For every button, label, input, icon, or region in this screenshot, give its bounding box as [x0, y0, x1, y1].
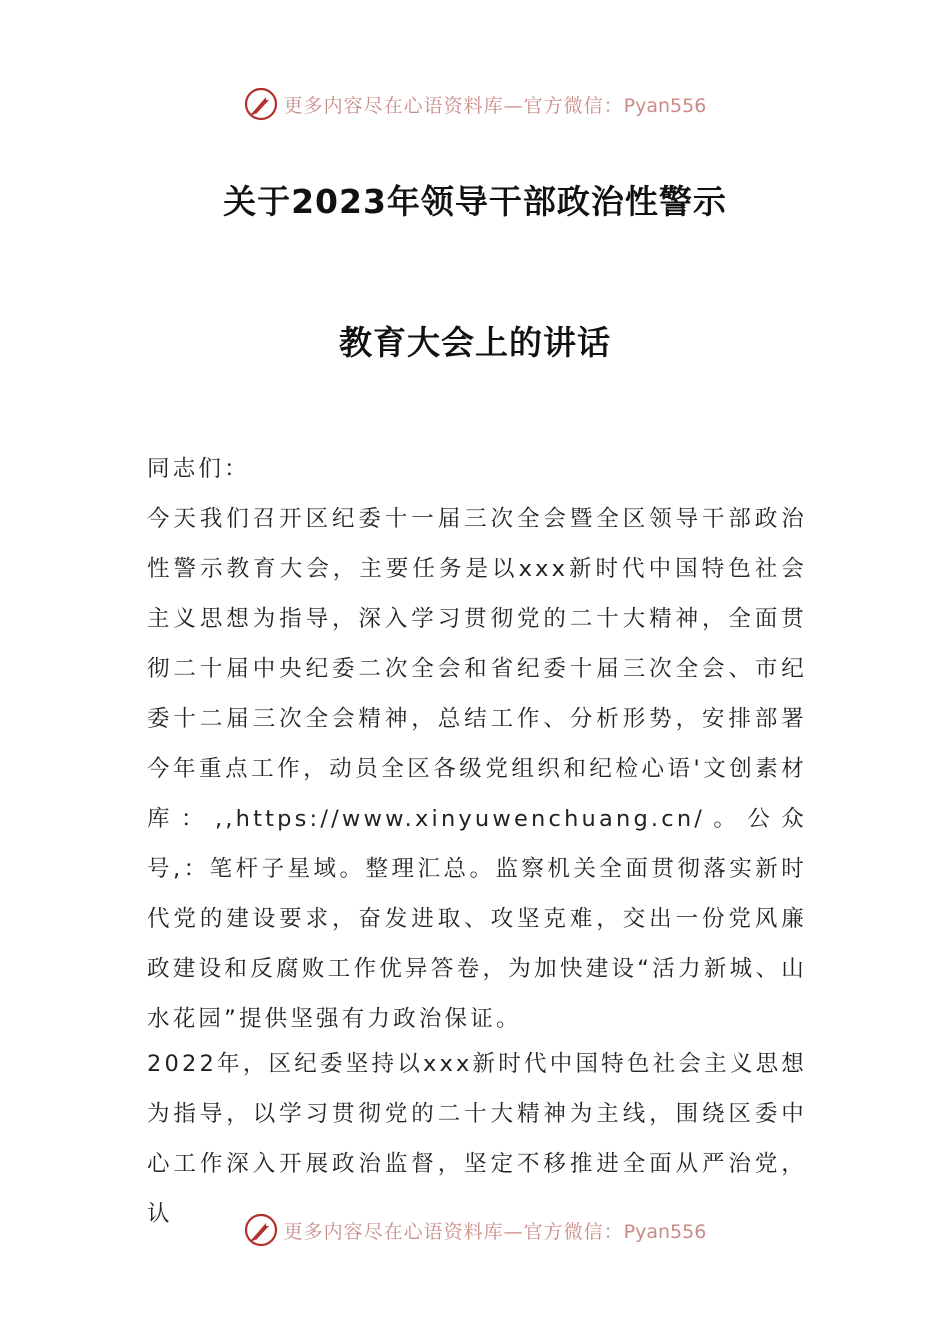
watermark-wechat-id: Pyan556	[623, 94, 707, 117]
watermark-footer	[0, 1210, 950, 1250]
watermark-header	[0, 84, 950, 124]
document-title-line-2: 教育大会上的讲话	[339, 323, 611, 362]
watermark-wechat-id: Pyan556	[623, 1220, 707, 1243]
document-title-line-1: 关于2023年领导干部政治性警示	[223, 182, 727, 221]
watermark-text: 更多内容尽在心语资料库—官方微信：	[283, 94, 624, 117]
paragraph-1: 今天我们召开区纪委十一届三次全会暨全区领导干部政治性警示教育大会，主要任务是以xxx新时代中国特色社会主义思想为指导，深入学习贯彻党的二十大精神，全面贯彻二十届中央纪委二次全会和省纪委十届三次全会、市纪委十二届三次全会精神，总结工作、分析形势，安排部署今年重点工作，动员全区各级党组织和纪检心语'文创素材库：,,https://www.xinyuwenchuang.cn/。公众号,：笔杆子星域。整理汇总。监察机关全面贯彻落实新时代党的建设要求，奋发进取、攻坚克难，交出一份党风廉政建设和反腐败工作优异答卷，为加快建设“活力新城、山水花园”提供坚强有力政治保证。	[147, 506, 807, 1032]
watermark-text: 更多内容尽在心语资料库—官方微信：	[283, 1220, 624, 1243]
salutation: 同志们：	[147, 456, 250, 482]
paragraph-2: 2022年，区纪委坚持以xxx新时代中国特色社会主义思想为指导，以学习贯彻党的二十大精神为主线，围绕区委中心工作深入开展政治监督，坚定不移推进全面从严治党，认	[147, 1051, 807, 1227]
pen-nib-logo-icon	[244, 87, 278, 121]
pen-nib-logo-icon	[244, 1213, 278, 1247]
